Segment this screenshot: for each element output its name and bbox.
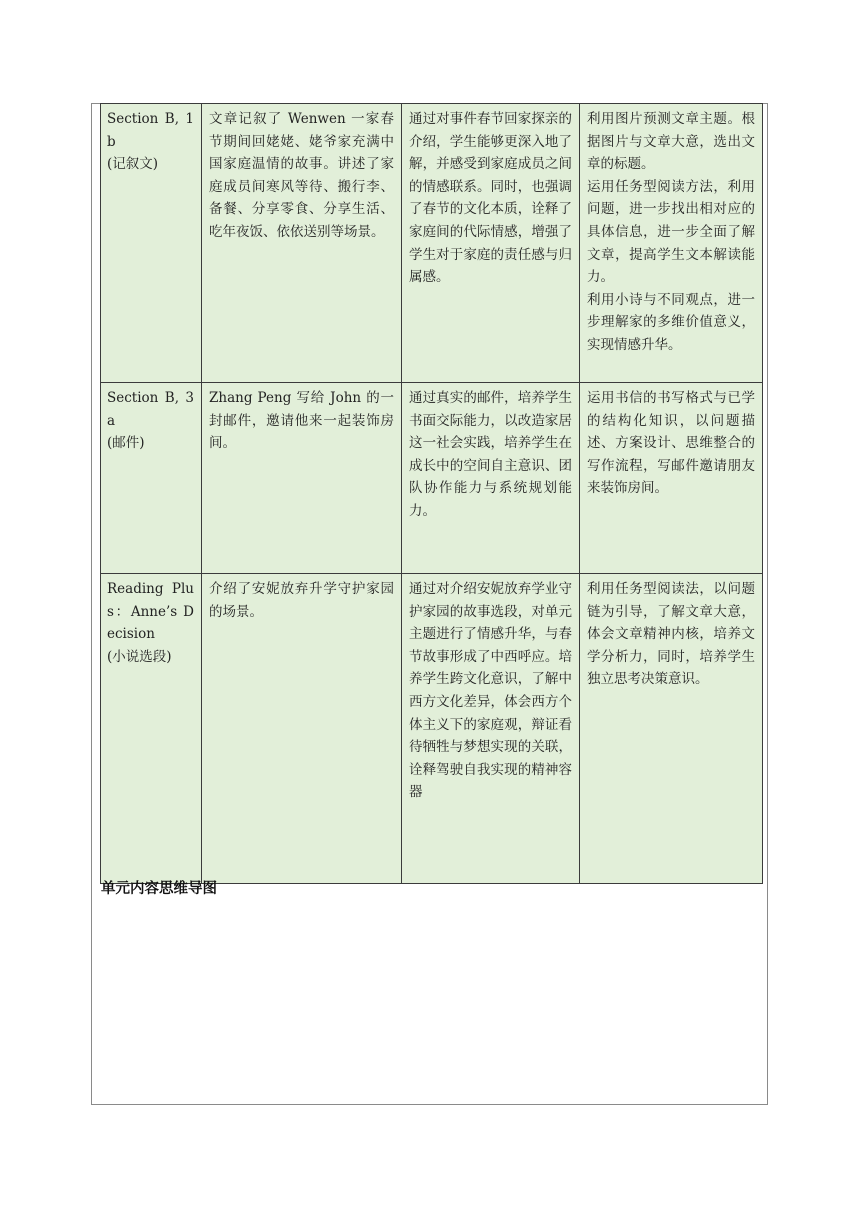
table-row [101, 574, 763, 884]
value-cell: 通过对介绍安妮放弃学业守护家园的故事选段，对单元主题进行了情感升华，与春节故事形成了中西呼应。培养学生跨文化意识，了解中西方文化差异，体会西方个体主义下的家庭观，辩证看待牺牲与梦想实现的关联，诠释驾驶自我实现的精神容器 [402, 574, 580, 884]
section-cell [101, 383, 202, 574]
unit-content-table [100, 103, 763, 884]
summary-cell: 文章记叙了 Wenwen 一家春节期间回姥姥、姥爷家充满中国家庭温情的故事。讲述了家庭成员间寒风等待、搬行李、备餐、分享零食、分享生活、吃年夜饭、依依送别等场景。 [202, 104, 402, 383]
section-label: Section B, 1b [107, 111, 194, 150]
mindmap-title: 单元内容思维导图 [101, 881, 217, 897]
method-line: 利用小诗与不同观点，进一步理解家的多维价值意义，实现情感升华。 [587, 291, 755, 353]
section-label: Reading Plus：Anne’s Decision [107, 581, 194, 643]
value-cell: 通过真实的邮件，培养学生书面交际能力，以改造家居这一社会实践，培养学生在成长中的空间自主意识、团队协作能力与系统规划能力。 [402, 383, 580, 574]
section-label: Section B, 3a [107, 390, 194, 429]
section-cell [101, 574, 202, 884]
summary-cell: Zhang Peng 写给 John 的一封邮件，邀请他来一起装饰房间。 [202, 383, 402, 574]
table-row [101, 383, 763, 574]
genre-label: (邮件) [107, 435, 145, 452]
method-line: 利用图片预测文章主题。根据图片与文章大意，选出文章的标题。 [587, 111, 755, 173]
method-line: 运用任务型阅读方法，利用问题，进一步找出相对应的具体信息，进一步全面了解文章，提高学生文本解读能力。 [587, 178, 755, 286]
value-cell: 通过对事件春节回家探亲的介绍，学生能够更深入地了解，并感受到家庭成员之间的情感联系。同时，也强调了春节的文化本质，诠释了家庭间的代际情感，增强了学生对于家庭的责任感与归属感。 [402, 104, 580, 383]
genre-label: (小说选段) [107, 648, 172, 665]
table-row [101, 104, 763, 383]
section-cell [101, 104, 202, 383]
method-cell [580, 574, 763, 884]
method-cell [580, 104, 763, 383]
genre-label: (记叙文) [107, 156, 159, 173]
method-line: 利用任务型阅读法，以问题链为引导，了解文章大意，体会文章精神内核，培养文学分析力，同时，培养学生独立思考决策意识。 [587, 581, 755, 688]
method-cell [580, 383, 763, 574]
method-line: 运用书信的书写格式与已学的结构化知识，以问题描述、方案设计、思维整合的写作流程，写邮件邀请朋友来装饰房间。 [587, 390, 755, 497]
summary-cell: 介绍了安妮放弃升学守护家园的场景。 [202, 574, 402, 884]
